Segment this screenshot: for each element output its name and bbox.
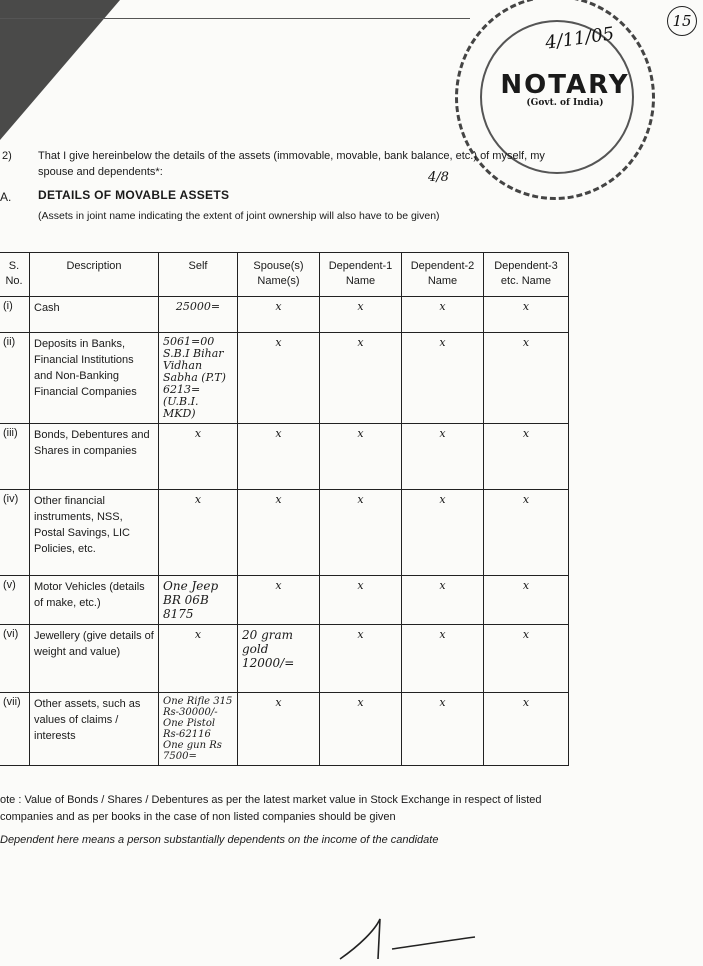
table-header-row <box>0 253 569 297</box>
movable-assets-table <box>0 252 569 766</box>
row-spouse: x <box>238 297 320 333</box>
table-row <box>0 693 569 766</box>
row-spouse: x <box>238 490 320 576</box>
row-sno: (vii) <box>0 693 30 766</box>
paragraph-text: That I give hereinbelow the details of the assets (immovable, movable, bank balance, etc.) of myself, my spouse and dependents*: <box>38 150 545 178</box>
header-dependent-2: Dependent-2 Name <box>402 253 484 297</box>
signature-mark <box>330 915 480 966</box>
table-row <box>0 333 569 424</box>
table-row <box>0 297 569 333</box>
row-description: Other financial instruments, NSS, Postal Savings, LIC Policies, etc. <box>30 490 159 576</box>
row-dependent-2: x <box>402 424 484 490</box>
row-description: Motor Vehicles (details of make, etc.) <box>30 576 159 625</box>
row-dependent-1: x <box>320 333 402 424</box>
row-dependent-2: x <box>402 625 484 693</box>
section-title: DETAILS OF MOVABLE ASSETS <box>38 188 230 202</box>
row-dependent-3: x <box>484 297 569 333</box>
row-dependent-1: x <box>320 625 402 693</box>
row-dependent-2: x <box>402 693 484 766</box>
section-note: (Assets in joint name indicating the extent of joint ownership will also have to be given) <box>38 210 440 222</box>
stamp-subtitle: (Govt. of India) <box>526 98 604 108</box>
header-sno: S. No. <box>0 253 30 297</box>
row-self: 5061=00 S.B.I Bihar Vidhan Sabha (P.T) 6213= (U.B.I. MKD) <box>159 333 238 424</box>
page-number: 15 <box>667 6 697 36</box>
row-description: Deposits in Banks, Financial Institutions and Non-Banking Financial Companies <box>30 333 159 424</box>
row-dependent-2: x <box>402 333 484 424</box>
row-dependent-1: x <box>320 297 402 333</box>
row-spouse: x <box>238 576 320 625</box>
header-dependent-1: Dependent-1 Name <box>320 253 402 297</box>
header-self: Self <box>159 253 238 297</box>
row-description: Other assets, such as values of claims / interests <box>30 693 159 766</box>
row-dependent-2: x <box>402 490 484 576</box>
row-dependent-3: x <box>484 490 569 576</box>
header-dependent-3: Dependent-3 etc. Name <box>484 253 569 297</box>
row-sno: (v) <box>0 576 30 625</box>
table-row <box>0 490 569 576</box>
stamp-title: NOTARY <box>500 70 630 100</box>
row-dependent-3: x <box>484 693 569 766</box>
scan-shadow <box>0 0 120 140</box>
row-description: Bonds, Debentures and Shares in companies <box>30 424 159 490</box>
row-self: One Jeep BR 06B 8175 <box>159 576 238 625</box>
table-row <box>0 424 569 490</box>
row-spouse: x <box>238 333 320 424</box>
row-spouse: x <box>238 424 320 490</box>
row-sno: (iii) <box>0 424 30 490</box>
row-description: Jewellery (give details of weight and value) <box>30 625 159 693</box>
row-dependent-2: x <box>402 576 484 625</box>
row-sno: (ii) <box>0 333 30 424</box>
table-row <box>0 576 569 625</box>
row-dependent-3: x <box>484 625 569 693</box>
row-self: 25000= <box>159 297 238 333</box>
paragraph-number: 2) <box>2 150 12 162</box>
paragraph-ref: 4/8 <box>428 170 449 185</box>
row-sno: (iv) <box>0 490 30 576</box>
row-dependent-1: x <box>320 424 402 490</box>
footnote-value: ote : Value of Bonds / Shares / Debentures as per the latest market value in Stock Exchange in respect of listed companies and as per books in the case of non listed companies should be given <box>0 794 542 823</box>
row-description: Cash <box>30 297 159 333</box>
row-dependent-2: x <box>402 297 484 333</box>
header-spouse: Spouse(s) Name(s) <box>238 253 320 297</box>
row-dependent-3: x <box>484 333 569 424</box>
row-sno: (vi) <box>0 625 30 693</box>
row-self: One Rifle 315 Rs-30000/- One Pistol Rs-62116 One gun Rs 7500= <box>159 693 238 766</box>
table-row <box>0 625 569 693</box>
row-dependent-1: x <box>320 490 402 576</box>
stamp-date: 4/11/05 <box>543 23 616 54</box>
row-dependent-3: x <box>484 424 569 490</box>
row-self: x <box>159 625 238 693</box>
row-self: x <box>159 424 238 490</box>
row-sno: (i) <box>0 297 30 333</box>
section-letter: A. <box>0 190 12 204</box>
row-dependent-1: x <box>320 693 402 766</box>
footnote-dependent: Dependent here means a person substantially dependents on the income of the candidate <box>0 834 439 846</box>
row-dependent-3: x <box>484 576 569 625</box>
row-self: x <box>159 490 238 576</box>
row-spouse: x <box>238 693 320 766</box>
row-spouse: 20 gram gold 12000/= <box>238 625 320 693</box>
row-dependent-1: x <box>320 576 402 625</box>
top-rule <box>0 18 470 19</box>
header-description: Description <box>30 253 159 297</box>
